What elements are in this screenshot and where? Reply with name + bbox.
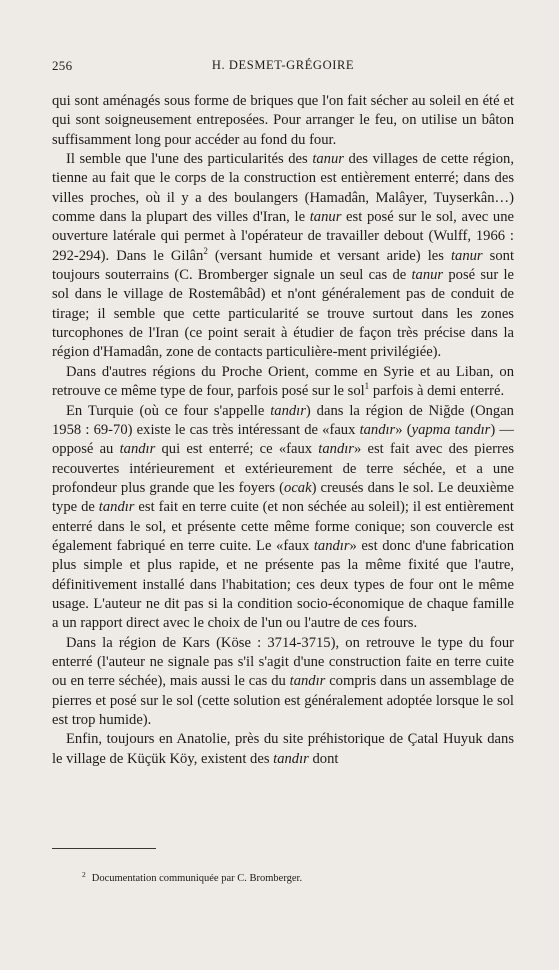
paragraph: qui sont aménagés sous forme de briques que l'on fait sécher au soleil en été et qui sont soigneusement entreposées. Pour arranger le feu, on utilise un bâton suffisamment long pour accéder au fond du four. [52,93,514,148]
footnote [82,870,303,884]
footnote-text: Documentation communiquée par C. Bromberger. [91,873,303,884]
paragraph: Dans d'autres régions du Proche Orient, comme en Syrie et au Liban, on retrouve ce même type de four, parfois posé sur le sol$^1$ parfois à demi enterré. [52,363,514,400]
running-title: H. DESMET-GRÉGOIRE [211,58,355,72]
body-text [52,92,514,769]
paragraph: Dans la région de Kars (Köse : 3714-3715), on retrouve le type du four enterré (l'auteur ne signale pas s'il s'agit d'une construction faite en terre cuite ou en terre séchée), mais aussi le cas du tandır compris dans un assemblage de pierres et posé sur le sol (cette solution est généralement adoptée lorsque le sol est trop humide). [52,634,514,728]
paragraph: Enfin, toujours en Anatolie, près du site préhistorique de Çatal Huyuk dans le village de Küçük Köy, existent des tandır dont [52,731,514,767]
footnote-number: 2 [82,870,86,879]
footnote-rule [52,848,156,849]
paragraph: Il semble que l'une des particularités des tanur des villages de cette région, tienne au fait que le corps de la construction est entièrement enterré; dans des villes proches, où il y a des boulangers (Hamadân, Malâyer, Tuyserkân…) comme dans la plupart des villes d'Iran, le tanur est posé sur le sol, avec une ouverture latérale qui permet à l'opérateur de travailler debout (Wulff, 1966 : 292-294). Dans le Gilân$^2$ (versant humide et versant aride) les tanur sont toujours souterrains (C. Bromberger signale un seul cas de tanur posé sur le sol dans le village de Rostemâbâd) et n'ont généralement pas de conduit de tirage; il semble que cette particularité se trouve surtout dans les zones turcophones de l'Iran (ce point serait à étudier de façon très précise dans la région d'Hamadân, zone de contacts particulière-ment privilégiée). [52,151,515,361]
paragraph: En Turquie (où ce four s'appelle tandır) dans la région de Niğde (Ongan 1958 : 69-70) existe le cas très intéressant de «faux tandır» (yapma tandır) — opposé au tandır qui est enterré; ce «faux tandır» est fait avec des pierres recouvertes intérieurement et extérieurement de terre séchée, et a une profondeur plus grande que les foyers (ocak) creusés dans le sol. Le deuxième type de tandır est fait en terre cuite (et non séchée au soleil); il est entièrement enterré dans le sol, et présente cette même forme conique; son couvercle est également fabriqué en terre cuite. Le «faux tandır» est donc d'une fabrication plus simple et plus rapide, et ne présente pas la même fixité que l'autre, définitivement installé dans l'habitation; ces deux types de four ont le même usage. L'auteur ne dit pas si la condition socio-économique de chaque famille a un rapport direct avec le choix de l'un ou l'autre de ces fours. [52,402,514,632]
page-number: 256 [52,58,73,73]
